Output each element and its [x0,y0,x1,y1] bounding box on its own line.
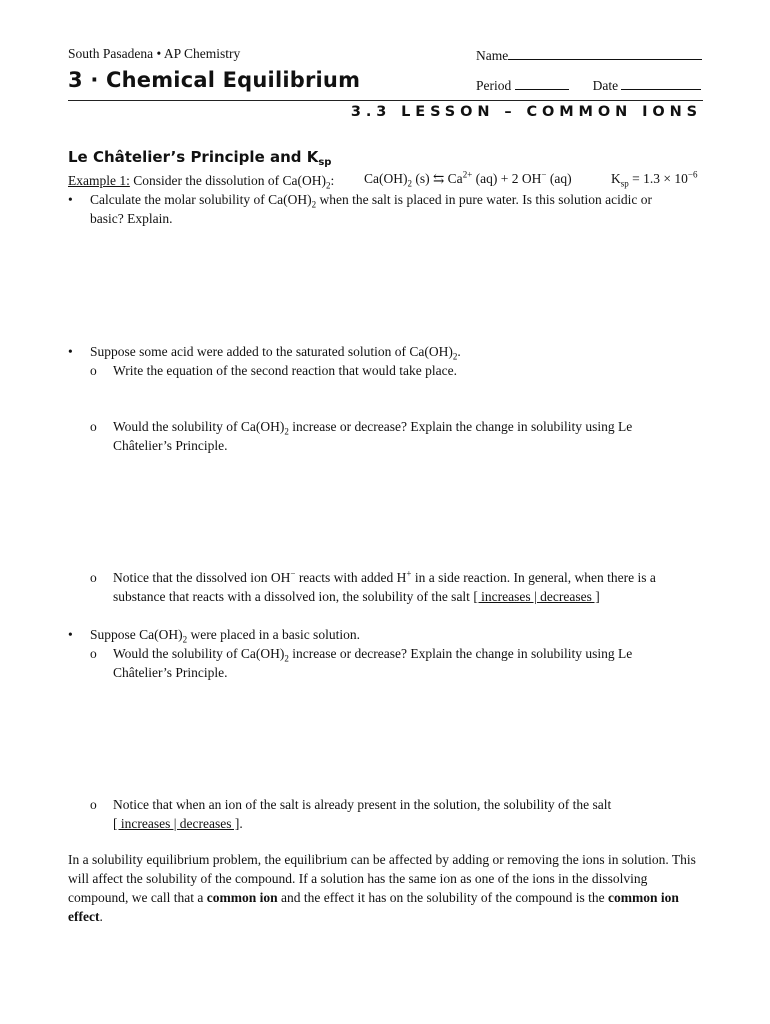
summary-text: In a solubility equilibrium problem, the equilibrium can be affected by adding or removing the ions in solution. This will affect the solubility of the compound. If a solution has the same ion as one of the ions in the dissolving compound, we call that a [68,852,696,905]
q2-sub3-text: substance that reacts with a dissolved ion, the solubility of the salt [113,589,474,604]
unit-title: 3 · Chemical Equilibrium [68,68,361,92]
q2-text [90,342,461,361]
q3-text-part: Suppose Ca(OH) [90,627,183,642]
eq-part: (s) ⇆ Ca [412,171,463,186]
eq-sup: 2+ [462,169,473,180]
period-blank[interactable] [515,76,569,90]
q2-sub2-text: increase or decrease? Explain the change in solubility using Le [288,419,633,434]
q2-sub2-text: Would the solubility of Ca(OH) [113,419,285,434]
name-label: Name [476,48,509,63]
example-intro-sub: 2 [325,180,331,191]
q2-sub3-text: in a side reaction. In general, when there is a [411,570,656,585]
q2-sub1: Write the equation of the second reaction that would take place. [113,363,457,378]
sub-bullet-icon: o [90,419,97,434]
q2-sub2-line2: Châtelier’s Principle. [113,438,228,453]
section-heading-sub: sp [318,157,332,168]
q3-sub1-text: Would the solubility of Ca(OH) [113,646,285,661]
ksp-number: = 1.3 × 10 [628,171,688,186]
q1-sub: 2 [311,199,317,210]
q3-sub1-line1 [113,644,632,663]
q3-sub1-sub: 2 [284,653,289,664]
bullet-icon: • [68,344,73,359]
dissolution-equation [364,171,572,187]
sub-bullet-icon: o [90,646,97,661]
example-intro-post: : [330,173,335,188]
eq-part: (aq) + 2 OH [472,171,542,186]
header-divider [68,100,703,101]
ksp-sub: sp [620,178,629,189]
common-ion-term: common ion [206,890,278,905]
q1-text: when the salt is placed in pure water. Is this solution acidic or [316,192,652,207]
summary-text: and the effect it has on the solubility of the compound is the [277,890,609,905]
eq-sup: − [541,169,547,180]
ksp-value [611,171,697,187]
summary-text: . [99,909,103,924]
bullet-icon: • [68,192,73,207]
q3-sub2-line1: Notice that when an ion of the salt is already present in the solution, the solubility of the salt [113,797,612,812]
q2-sub: 2 [452,351,458,362]
q3-sub: 2 [182,634,188,645]
bullet-icon: • [68,627,73,642]
eq-sub: 2 [407,178,412,189]
date-label: Date [592,78,619,93]
q3-sub1-text: increase or decrease? Explain the change in solubility using Le [288,646,633,661]
q3-text-part: were placed in a basic solution. [187,627,360,642]
period-label: Period [476,78,512,93]
lesson-title: 3.3 LESSON – COMMON IONS [350,104,702,120]
q2-text-part: . [457,344,461,359]
name-blank[interactable] [508,46,702,60]
q1-text: Calculate the molar solubility of Ca(OH) [90,192,312,207]
q1-line1 [90,190,652,209]
q2-sub3-text: Notice that the dissolved ion OH [113,570,291,585]
name-field [476,46,702,64]
date-blank[interactable] [621,76,701,90]
eq-part: Ca(OH) [364,171,408,186]
summary-paragraph [68,850,708,926]
q2-sub3-sup: − [290,568,296,579]
q2-sub3-text: reacts with added H [295,570,407,585]
increases-decreases-choice[interactable]: [ increases | decreases ] [113,816,240,831]
ksp-k: K [611,171,621,186]
increases-decreases-choice[interactable]: [ increases | decreases ] [473,589,600,604]
section-heading [68,148,331,166]
example-intro [68,171,334,190]
q2-sub3-sup: + [406,568,412,579]
example-label: Example 1: [68,173,130,188]
school-course-label: South Pasadena • AP Chemistry [68,46,241,61]
q2-text-part: Suppose some acid were added to the saturated solution of Ca(OH) [90,344,453,359]
q2-sub3-line1 [113,568,656,587]
q2-sub2-sub: 2 [284,426,289,437]
section-heading-text: Le Châtelier’s Principle and K [68,148,319,166]
q3-text [90,625,360,644]
q3-sub2-line2 [113,814,243,833]
q3-sub2-post: . [239,816,243,831]
q3-sub1-line2: Châtelier’s Principle. [113,665,228,680]
sub-bullet-icon: o [90,797,97,812]
q1-line2: basic? Explain. [90,211,173,226]
q2-sub3-line2 [113,587,600,606]
example-intro-text: Consider the dissolution of Ca(OH) [133,173,326,188]
period-date-row [476,76,701,94]
eq-part: (aq) [546,171,572,186]
q2-sub2-line1 [113,417,632,436]
common-ion-effect-term: common ion effect [68,890,679,924]
sub-bullet-icon: o [90,363,97,378]
ksp-exponent: −6 [687,169,698,180]
sub-bullet-icon: o [90,570,97,585]
